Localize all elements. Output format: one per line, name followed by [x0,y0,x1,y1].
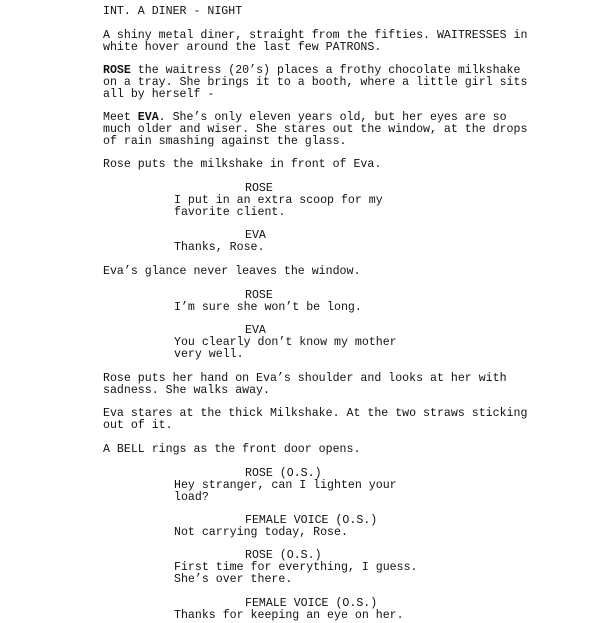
dialogue-line: Thanks, Rose. [174,241,265,254]
action-line: out of it. [103,419,173,432]
action-line: Rose puts her hand on Eva’s shoulder and looks at her with [103,372,507,385]
character-cue: ROSE [245,182,273,195]
character-cue: EVA [245,229,266,242]
action-line: Rose puts the milkshake in front of Eva. [103,158,382,171]
dialogue-line: She’s over there. [174,573,293,586]
action-line: much older and wiser. She stares out the window, at the drops [103,123,528,136]
action-line: A shiny metal diner, straight from the fifties. WAITRESSES in [103,29,528,42]
dialogue-line: Thanks for keeping an eye on her. [174,609,404,622]
character-cue: FEMALE VOICE (O.S.) [245,514,378,527]
dialogue-line: favorite client. [174,206,286,219]
action-line: Eva’s glance never leaves the window. [103,265,361,278]
action-text: the waitress (20’s) places a frothy chocolate milkshake [130,64,521,77]
character-intro: EVA [137,111,159,124]
dialogue-line: I’m sure she won’t be long. [174,301,362,314]
action-line: on a tray. She brings it to a booth, where a little girl sits [103,76,528,89]
dialogue-line: First time for everything, I guess. [174,561,418,574]
dialogue-line: load? [174,491,209,504]
action-line: of rain smashing against the glass. [103,135,347,148]
dialogue-line: You clearly don’t know my mother [174,336,397,349]
action-line: Eva stares at the thick Milkshake. At the two straws sticking [103,407,528,420]
dialogue-line: Not carrying today, Rose. [174,526,348,539]
dialogue-line: Hey stranger, can I lighten your [174,479,397,492]
action-line: all by herself - [103,88,215,101]
dialogue-line: very well. [174,348,244,361]
character-cue: ROSE [245,289,273,302]
action-line: sadness. She walks away. [103,384,270,397]
action-line: white hover around the last few PATRONS. [103,41,382,54]
character-cue: ROSE (O.S.) [245,467,322,480]
character-intro: ROSE [103,64,131,77]
character-cue: FEMALE VOICE (O.S.) [245,597,378,610]
action-text: Meet [103,111,138,124]
character-cue: ROSE (O.S.) [245,549,322,562]
character-cue: EVA [245,324,266,337]
action-line: A BELL rings as the front door opens. [103,443,361,456]
scene-heading: INT. A DINER - NIGHT [103,5,243,18]
action-text: . She’s only eleven years old, but her eyes are so [158,111,507,124]
dialogue-line: I put in an extra scoop for my [174,194,383,207]
